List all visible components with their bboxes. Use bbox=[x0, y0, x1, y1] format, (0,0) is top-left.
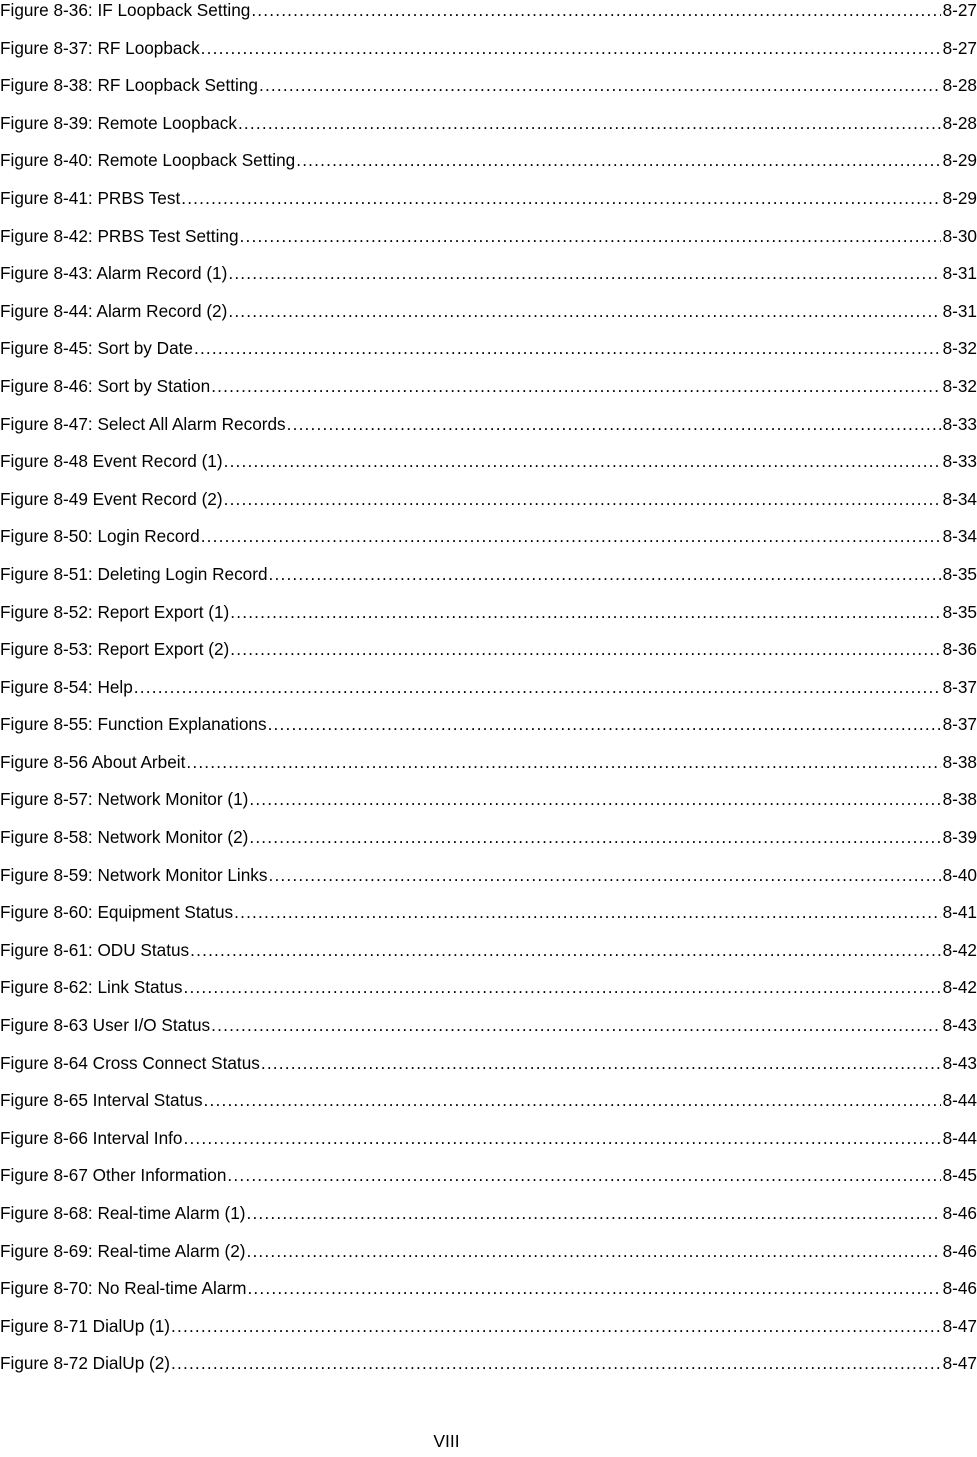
dot-leader bbox=[230, 639, 940, 659]
toc-entry-page: 8-38 bbox=[942, 789, 977, 810]
toc-entry-page: 8-44 bbox=[942, 1127, 977, 1148]
toc-entry[interactable] bbox=[0, 1316, 977, 1354]
toc-entry-page: 8-37 bbox=[942, 714, 977, 735]
toc-entry-page: 8-46 bbox=[942, 1278, 977, 1299]
toc-entry-label: Figure 8-53: Report Export (2) bbox=[0, 639, 230, 660]
toc-entry-label: Figure 8-64 Cross Connect Status bbox=[0, 1052, 260, 1073]
toc-entry-page: 8-46 bbox=[942, 1240, 977, 1261]
toc-entry-page: 8-27 bbox=[942, 0, 977, 20]
toc-entry-page: 8-46 bbox=[942, 1203, 977, 1223]
toc-entry-label: Figure 8-51: Deleting Login Record bbox=[0, 563, 268, 584]
toc-entry-page: 8-43 bbox=[942, 1015, 977, 1036]
toc-entry-page: 8-47 bbox=[942, 1315, 977, 1336]
toc-entry[interactable] bbox=[0, 263, 977, 301]
toc-entry-label: Figure 8-62: Link Status bbox=[0, 977, 183, 998]
dot-leader bbox=[259, 75, 941, 95]
toc-entry-page: 8-33 bbox=[942, 451, 977, 472]
toc-entry-label: Figure 8-63 User I/O Status bbox=[0, 1015, 211, 1036]
dot-leader bbox=[296, 150, 940, 170]
toc-entry-page: 8-30 bbox=[942, 225, 977, 246]
toc-entry-label: Figure 8-66 Interval Info bbox=[0, 1127, 183, 1148]
toc-entry[interactable] bbox=[0, 1090, 977, 1128]
toc-entry[interactable] bbox=[0, 1015, 977, 1053]
toc-entry[interactable] bbox=[0, 188, 977, 226]
toc-entry[interactable] bbox=[0, 1241, 977, 1279]
toc-entry-page: 8-29 bbox=[942, 187, 977, 208]
toc-entry-page: 8-32 bbox=[942, 375, 977, 396]
dot-leader bbox=[230, 602, 940, 622]
dot-leader bbox=[134, 677, 941, 697]
toc-entry-page: 8-32 bbox=[942, 338, 977, 359]
dot-leader bbox=[227, 1165, 940, 1185]
toc-entry-page: 8-31 bbox=[942, 300, 977, 321]
toc-entry-label: Figure 8-47: Select All Alarm Records bbox=[0, 413, 286, 434]
dot-leader bbox=[211, 1015, 940, 1035]
toc-entry-label: Figure 8-52: Report Export (1) bbox=[0, 601, 230, 622]
toc-entry[interactable] bbox=[0, 789, 977, 827]
toc-entry[interactable] bbox=[0, 677, 977, 715]
toc-entry-page: 8-34 bbox=[942, 488, 977, 509]
dot-leader bbox=[194, 338, 941, 358]
toc-entry[interactable] bbox=[0, 226, 977, 264]
toc-entry-page: 8-36 bbox=[942, 639, 977, 660]
dot-leader bbox=[234, 902, 940, 922]
toc-entry-label: Figure 8-48 Event Record (1) bbox=[0, 451, 223, 472]
toc-entry-label: Figure 8-56 About Arbeit bbox=[0, 751, 186, 772]
toc-entry-page: 8-29 bbox=[942, 150, 977, 171]
toc-entry-page: 8-38 bbox=[942, 751, 977, 772]
toc-entry[interactable] bbox=[0, 639, 977, 677]
toc-entry[interactable] bbox=[0, 602, 977, 640]
toc-entry[interactable] bbox=[0, 451, 977, 489]
dot-leader bbox=[183, 977, 940, 997]
toc-entry[interactable] bbox=[0, 564, 977, 602]
toc-entry-page: 8-35 bbox=[942, 601, 977, 622]
toc-entry-page: 8-37 bbox=[942, 676, 977, 697]
toc-entry-label: Figure 8-59: Network Monitor Links bbox=[0, 864, 268, 885]
dot-leader bbox=[228, 263, 940, 283]
toc-entry-label: Figure 8-46: Sort by Station bbox=[0, 375, 211, 396]
dot-leader bbox=[246, 1241, 940, 1261]
dot-leader bbox=[211, 376, 940, 396]
toc-entry-page: 8-41 bbox=[942, 902, 977, 923]
toc-entry[interactable] bbox=[0, 376, 977, 414]
toc-entry-label: Figure 8-60: Equipment Status bbox=[0, 902, 234, 923]
toc-entry-label: Figure 8-36: IF Loopback Setting bbox=[0, 0, 251, 20]
toc-entry-label: Figure 8-58: Network Monitor (2) bbox=[0, 827, 249, 848]
toc-entry-label: Figure 8-70: No Real-time Alarm bbox=[0, 1278, 247, 1299]
toc-entry-label: Figure 8-55: Function Explanations bbox=[0, 714, 267, 735]
dot-leader bbox=[287, 414, 941, 434]
toc-entry[interactable] bbox=[0, 1165, 977, 1203]
toc-entry-label: Figure 8-61: ODU Status bbox=[0, 939, 190, 960]
toc-entry-label: Figure 8-37: RF Loopback bbox=[0, 37, 200, 58]
dot-leader bbox=[269, 564, 941, 584]
toc-entry-label: Figure 8-45: Sort by Date bbox=[0, 338, 193, 359]
toc-entry-page: 8-28 bbox=[942, 112, 977, 133]
toc-entry[interactable] bbox=[0, 1278, 977, 1316]
toc-entry[interactable] bbox=[0, 414, 977, 452]
toc-entry[interactable] bbox=[0, 0, 977, 38]
toc-entry-label: Figure 8-43: Alarm Record (1) bbox=[0, 263, 228, 284]
toc-entry[interactable] bbox=[0, 940, 977, 978]
toc-entry[interactable] bbox=[0, 75, 977, 113]
toc-entry-page: 8-39 bbox=[942, 827, 977, 848]
toc-entry[interactable] bbox=[0, 902, 977, 940]
toc-entry[interactable] bbox=[0, 150, 977, 188]
toc-entry-page: 8-47 bbox=[942, 1353, 977, 1374]
toc-entry[interactable] bbox=[0, 338, 977, 376]
dot-leader bbox=[249, 789, 940, 809]
toc-entry-label: Figure 8-39: Remote Loopback bbox=[0, 112, 237, 133]
toc-entry-label: Figure 8-68: Real-time Alarm (1) bbox=[0, 1203, 246, 1223]
toc-entry-page: 8-43 bbox=[942, 1052, 977, 1073]
dot-leader bbox=[249, 827, 940, 847]
toc-entry-page: 8-31 bbox=[942, 263, 977, 284]
dot-leader bbox=[171, 1316, 941, 1336]
toc-entry-page: 8-35 bbox=[942, 563, 977, 584]
toc-entry[interactable] bbox=[0, 865, 977, 903]
dot-leader bbox=[224, 489, 941, 509]
toc-entry-page: 8-28 bbox=[942, 75, 977, 96]
toc-entry-page: 8-45 bbox=[942, 1165, 977, 1186]
toc-entry[interactable] bbox=[0, 113, 977, 151]
dot-leader bbox=[204, 1090, 941, 1110]
toc-entry[interactable] bbox=[0, 752, 977, 790]
toc-entry[interactable] bbox=[0, 1128, 977, 1166]
toc-entry-label: Figure 8-40: Remote Loopback Setting bbox=[0, 150, 296, 171]
dot-leader bbox=[171, 1353, 941, 1373]
dot-leader bbox=[181, 188, 940, 208]
dot-leader bbox=[240, 226, 941, 246]
dot-leader bbox=[246, 1203, 940, 1223]
toc-entry-label: Figure 8-49 Event Record (2) bbox=[0, 488, 223, 509]
toc-entry-label: Figure 8-69: Real-time Alarm (2) bbox=[0, 1240, 246, 1261]
toc-entry-page: 8-44 bbox=[942, 1090, 977, 1111]
toc-entry-label: Figure 8-50: Login Record bbox=[0, 526, 200, 547]
dot-leader bbox=[251, 0, 940, 20]
dot-leader bbox=[186, 752, 940, 772]
toc-entry-label: Figure 8-54: Help bbox=[0, 676, 133, 697]
toc-entry-label: Figure 8-42: PRBS Test Setting bbox=[0, 225, 239, 246]
toc-entry-page: 8-42 bbox=[942, 977, 977, 998]
toc-entry-label: Figure 8-71 DialUp (1) bbox=[0, 1315, 171, 1336]
dot-leader bbox=[190, 940, 940, 960]
toc-entry-page: 8-34 bbox=[942, 526, 977, 547]
toc-entry-label: Figure 8-72 DialUp (2) bbox=[0, 1353, 171, 1374]
toc-entry-page: 8-27 bbox=[942, 37, 977, 58]
toc-entry[interactable] bbox=[0, 526, 977, 564]
toc-entry[interactable] bbox=[0, 38, 977, 76]
toc-entry-label: Figure 8-38: RF Loopback Setting bbox=[0, 75, 258, 96]
toc-entry-label: Figure 8-41: PRBS Test bbox=[0, 187, 181, 208]
dot-leader bbox=[201, 38, 941, 58]
dot-leader bbox=[228, 301, 940, 321]
toc-entry[interactable] bbox=[0, 827, 977, 865]
dot-leader bbox=[247, 1278, 940, 1298]
toc-entry[interactable] bbox=[0, 1053, 977, 1091]
toc-entry[interactable] bbox=[0, 1203, 977, 1241]
page-number: VIII bbox=[433, 1431, 460, 1451]
dot-leader bbox=[183, 1128, 940, 1148]
dot-leader bbox=[238, 113, 941, 133]
toc-entry[interactable] bbox=[0, 301, 977, 339]
dot-leader bbox=[201, 526, 941, 546]
dot-leader bbox=[261, 1053, 941, 1073]
toc-entry-label: Figure 8-44: Alarm Record (2) bbox=[0, 300, 228, 321]
toc-entry[interactable] bbox=[0, 977, 977, 1015]
toc-entry-label: Figure 8-57: Network Monitor (1) bbox=[0, 789, 249, 810]
toc-entry[interactable] bbox=[0, 1353, 977, 1391]
toc-entry-page: 8-40 bbox=[942, 864, 977, 885]
toc-entry[interactable] bbox=[0, 714, 977, 752]
toc-entry[interactable] bbox=[0, 489, 977, 527]
dot-leader bbox=[224, 451, 941, 471]
dot-leader bbox=[268, 865, 940, 885]
toc-entry-page: 8-33 bbox=[942, 413, 977, 434]
toc-entry-page: 8-42 bbox=[942, 939, 977, 960]
toc-entry-label: Figure 8-65 Interval Status bbox=[0, 1090, 203, 1111]
dot-leader bbox=[268, 714, 941, 734]
toc-entry-label: Figure 8-67 Other Information bbox=[0, 1165, 227, 1186]
